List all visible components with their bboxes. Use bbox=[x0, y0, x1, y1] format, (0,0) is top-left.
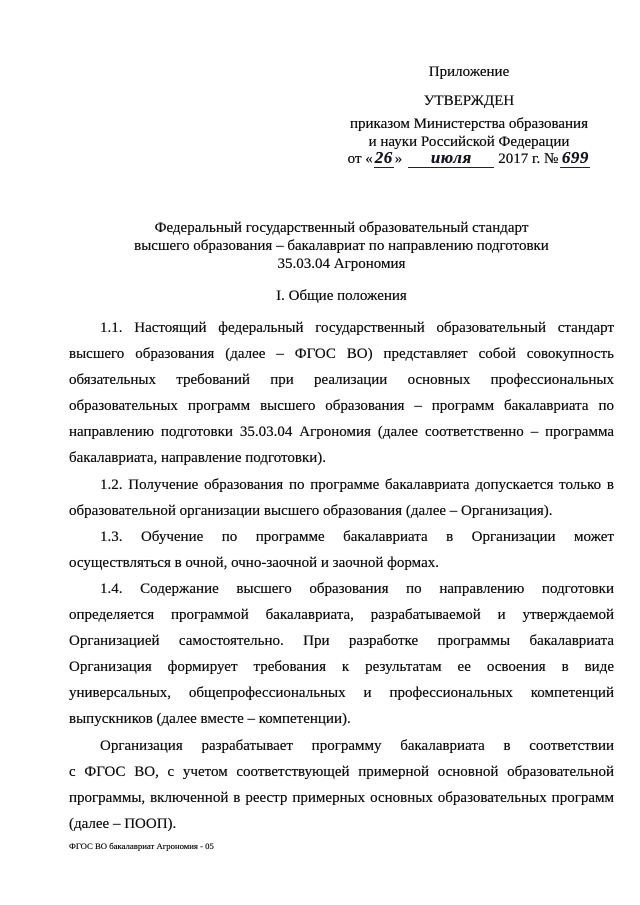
paragraph-line: направлению подготовки 35.03.04 Агрономия (далее соответственно – программа bbox=[69, 424, 614, 441]
date-year-number-label: 2017 г. № bbox=[498, 151, 559, 167]
paragraph-line: 1.3. Обучение по программе бакалавриата в Организации может bbox=[100, 528, 614, 545]
page-footer: ФГОС ВО бакалавриат Агрономия - 05 bbox=[69, 841, 214, 851]
paragraph-line: определяется программой бакалавриата, разрабатываемой и утверждаемой bbox=[69, 607, 614, 624]
paragraph-line: универсальных, общепрофессиональных и профессиональных компетенций bbox=[69, 685, 614, 702]
approval-date-line bbox=[346, 149, 592, 168]
paragraph-line: с ФГОС ВО, с учетом соответствующей примерной основной образовательной bbox=[69, 763, 614, 780]
approval-order-line: и науки Российской Федерации bbox=[368, 134, 570, 150]
date-prefix: от « bbox=[347, 151, 373, 167]
appendix-label: Приложение bbox=[428, 64, 510, 80]
paragraph-line: осуществляться в очной, очно-заочной и заочной формах. bbox=[69, 554, 439, 571]
paragraph-line: 1.2. Получение образования по программе бакалавриата допускается только в bbox=[100, 476, 614, 493]
approval-order-line: приказом Министерства образования bbox=[350, 116, 588, 132]
paragraph-line: обязательных требований при реализации основных профессиональных bbox=[69, 372, 614, 389]
paragraph-line: образовательных программ высшего образования – программ бакалавриата по bbox=[69, 398, 614, 415]
paragraph-line: (далее – ПООП). bbox=[69, 815, 177, 832]
paragraph-line: Организация формирует требования к результатам ее освоения в виде bbox=[69, 659, 614, 676]
section-body bbox=[69, 315, 614, 837]
handwritten-order-number: 699 bbox=[561, 148, 589, 167]
paragraph-organization-program bbox=[69, 733, 614, 837]
title-line: 35.03.04 Агрономия bbox=[277, 256, 406, 272]
paragraph-1-1 bbox=[69, 315, 614, 472]
paragraph-1-2 bbox=[69, 472, 614, 524]
paragraph-line: программы, включенной в реестр примерных основных образовательных программ bbox=[69, 789, 614, 806]
paragraph-line: бакалавриата, направление подготовки). bbox=[69, 450, 327, 467]
paragraph-line: образовательной организации высшего образования (далее – Организация). bbox=[69, 502, 553, 519]
paragraph-line: 1.4. Содержание высшего образования по направлению подготовки bbox=[100, 580, 614, 597]
paragraph-1-4 bbox=[69, 576, 614, 733]
document-title bbox=[69, 219, 614, 273]
paragraph-line: высшего образования (далее – ФГОС ВО) представляет собой совокупность bbox=[69, 346, 614, 363]
title-line: высшего образования – бакалавриат по направлению подготовки bbox=[134, 238, 549, 254]
paragraph-line: выпускников (далее вместе – компетенции). bbox=[69, 711, 351, 728]
paragraph-line: Организацией самостоятельно. При разработке программы бакалавриата bbox=[69, 633, 614, 650]
paragraph-1-3 bbox=[69, 524, 614, 576]
paragraph-line: 1.1. Настоящий федеральный государственный образовательный стандарт bbox=[100, 320, 614, 336]
handwritten-month: июля bbox=[408, 149, 494, 168]
title-line: Федеральный государственный образовательный стандарт bbox=[154, 220, 529, 236]
approved-label: УТВЕРЖДЕН bbox=[423, 93, 515, 109]
handwritten-day: 26 bbox=[374, 148, 393, 167]
paragraph-line: Организация разрабатывает программу бакалавриата в соответствии bbox=[100, 737, 614, 754]
section-heading: I. Общие положения bbox=[276, 288, 407, 304]
date-quote-close: » bbox=[394, 151, 403, 167]
approval-order bbox=[346, 115, 592, 151]
